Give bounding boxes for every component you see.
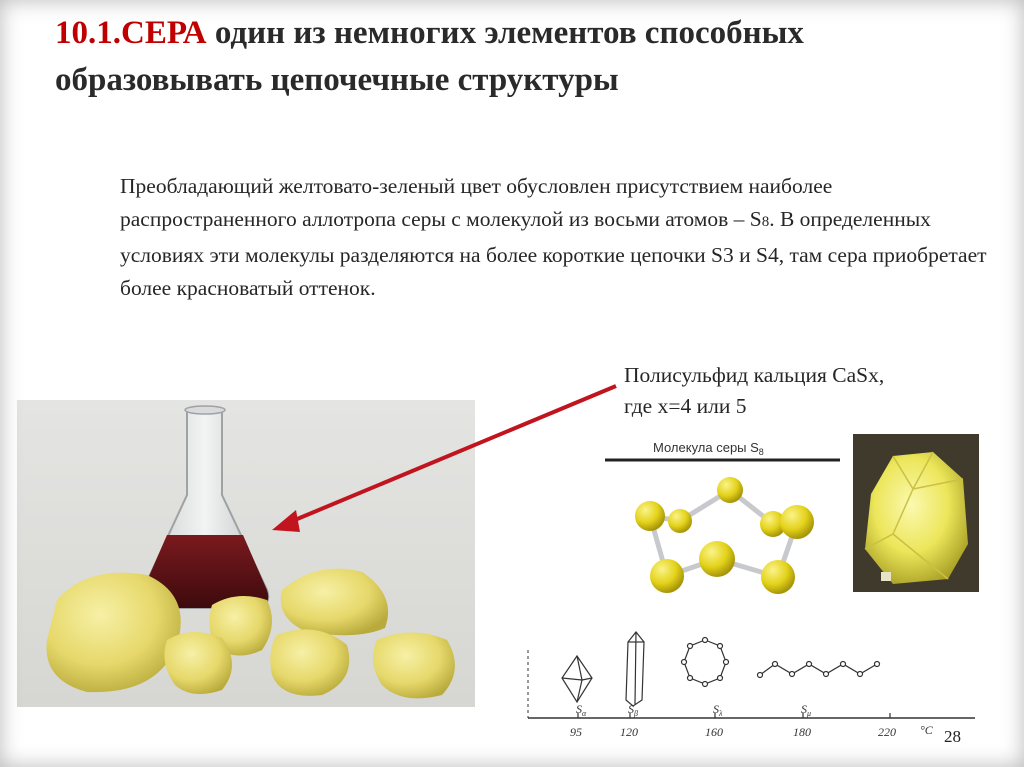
caption-line-2: где x=4 или 5 [624, 394, 747, 418]
page-number: 28 [944, 727, 961, 746]
temp-160: 160 [705, 725, 723, 739]
phase-label-lambda: $S_\lambda$ [713, 702, 723, 718]
body-part-1: Преобладающий желтовато-зеленый цвет обусловлен присутствием наиболее распространенного аллотропа серы с молекулой из восьми атомов – S [120, 174, 833, 231]
title-rest: один из немногих элементов способных образовывать цепочечные структуры [55, 15, 804, 98]
caption-line-1: Полисульфид кальция CaSx, [624, 363, 885, 387]
temp-180: 180 [793, 725, 811, 739]
title-highlight: 10.1.СЕРА [55, 15, 207, 51]
temp-95: 95 [570, 725, 582, 739]
phase-label-alpha: $S_\alpha$ [576, 702, 587, 718]
molecule-label: Молекула серы $S_8$ [653, 440, 764, 457]
body-part-2: . В определенных условиях эти молекулы разделяются на более короткие цепочки S3 и S4, там сера приобретает более красноватый оттенок. [120, 207, 987, 300]
body-subscript-8: 8 [761, 214, 770, 230]
temp-220: 220 [878, 725, 896, 739]
temp-unit: °C [920, 723, 933, 737]
temp-120: 120 [620, 725, 638, 739]
phase-label-mu: $S_\mu$ [801, 702, 812, 718]
phase-label-beta: $S_\beta$ [628, 702, 638, 718]
